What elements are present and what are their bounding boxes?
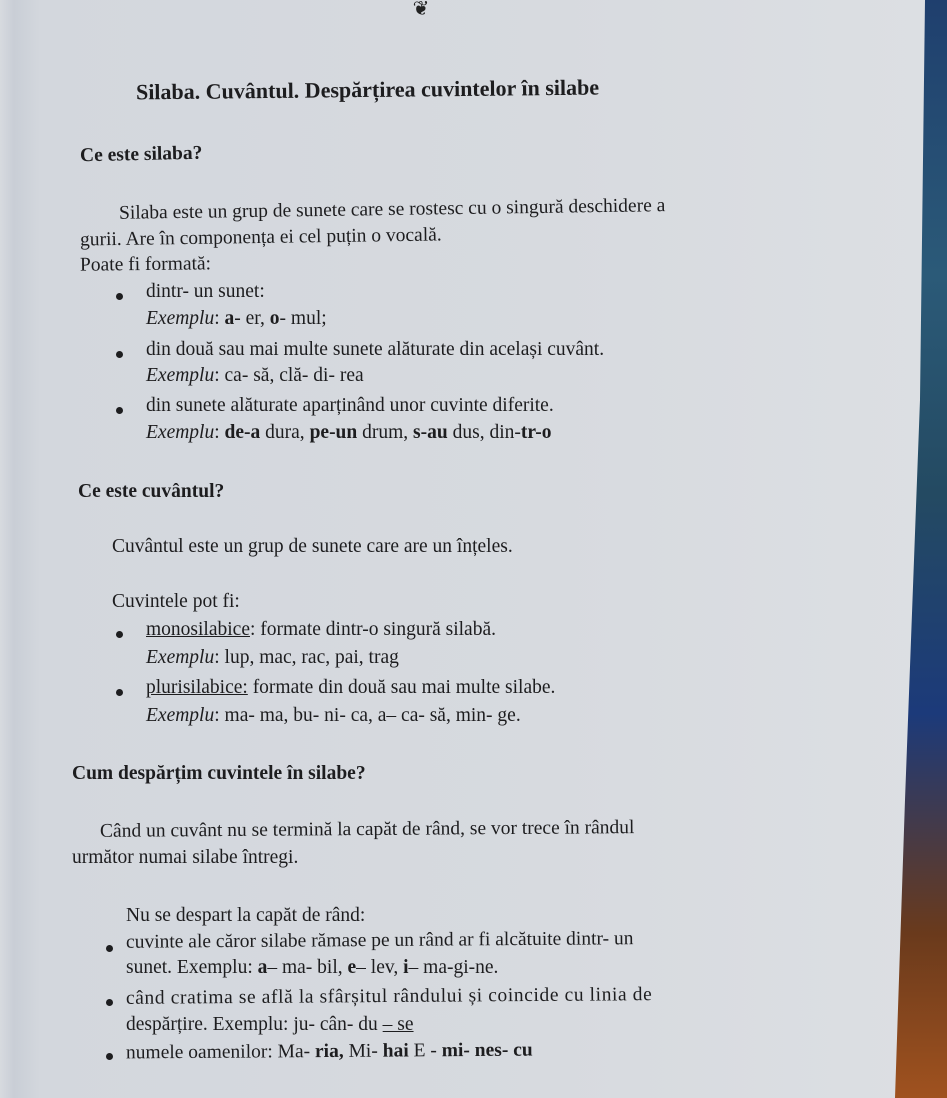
cuvantul-intro: Cuvintele pot fi: <box>112 591 240 612</box>
list-item-example <box>126 956 498 980</box>
example-label: Exemplu <box>146 705 215 726</box>
example-text: - mul; <box>279 308 327 329</box>
ornament-icon: ❦ <box>412 0 430 20</box>
term: plurisilabice: <box>146 677 248 698</box>
example-text: lup, mac, rac, pai, trag <box>224 647 399 668</box>
list-item-text <box>126 1039 533 1066</box>
list-item-text: dintr- un sunet: <box>146 281 265 302</box>
term-description: : formate dintr-o singură silabă. <box>249 619 496 640</box>
example-text: - er, <box>234 308 270 329</box>
bullet-icon <box>116 631 123 638</box>
example-text: E - <box>408 1040 442 1062</box>
list-item-example: Exemplu: lup, mac, rac, pai, trag <box>146 647 399 668</box>
term-description: formate din două sau mai multe silabe. <box>247 677 556 698</box>
example-bold: s-au <box>413 422 448 443</box>
list-item-example: Exemplu: ca- să, clă- di- rea <box>146 365 364 386</box>
example-bold: i <box>403 957 409 978</box>
cuvantul-definition: Cuvântul este un grup de sunete care are un înțeles. <box>112 536 513 557</box>
example-text: dus, din- <box>447 422 521 443</box>
list-item-text <box>146 676 555 700</box>
silaba-definition-line1: Silaba este un grup de sunete care se rostesc cu o singură deschidere a <box>118 195 666 224</box>
bullet-icon <box>106 1053 113 1060</box>
example-text: Mi- <box>343 1040 383 1062</box>
example-label: Exemplu <box>146 365 215 386</box>
despartire-rule-line1: Când un cuvânt nu se termină la capăt de rând, se vor trece în rândul <box>99 817 635 842</box>
example-text: – ma-gi-ne. <box>408 957 499 978</box>
example-prefix: sunet. Exemplu: <box>126 957 258 978</box>
silaba-definition-line2: gurii. Are în componența ei cel puțin o vocală. <box>79 224 442 251</box>
example-label: Exemplu <box>146 308 215 329</box>
example-bold: pe-un <box>309 422 358 443</box>
bullet-icon <box>116 293 123 300</box>
list-item-text: cuvinte ale căror silabe rămase pe un rând ar fi alcătuite dintr- un <box>125 928 634 953</box>
bullet-icon <box>116 689 123 696</box>
example-bold: de-a <box>224 422 261 443</box>
list-item-text: din sunete alăturate aparținând unor cuvinte diferite. <box>146 395 554 416</box>
list-item-text: când cratima se află la sfârșitul rândului și coincide cu linia de <box>125 984 653 1009</box>
example-label: Exemplu <box>146 647 215 668</box>
list-item-text: din două sau mai multe sunete alăturate din același cuvânt. <box>146 339 605 360</box>
bullet-icon <box>116 407 123 414</box>
list-item-example <box>126 1013 414 1037</box>
bullet-icon <box>116 351 123 358</box>
example-bold: mi- nes- cu <box>441 1039 533 1062</box>
example-prefix: numele oamenilor: Ma- <box>125 1041 316 1064</box>
section-heading-despartire: Cum despărțim cuvintele în silabe? <box>72 763 366 784</box>
example-text: – ma- bil, <box>267 957 348 978</box>
example-underlined: – se <box>382 1014 414 1035</box>
example-bold: ria, <box>314 1040 344 1063</box>
example-bold: a <box>224 308 235 329</box>
section-heading-silaba: Ce este silaba? <box>79 142 203 167</box>
despartire-intro: Nu se despart la capăt de rând: <box>126 905 366 926</box>
example-text: ma- ma, bu- ni- ca, a– ca- să, min- ge. <box>224 705 521 726</box>
example-text: ca- să, clă- di- rea <box>224 365 364 386</box>
example-bold: a <box>257 957 268 978</box>
silaba-intro: Poate fi formată: <box>79 253 212 276</box>
example-bold: e <box>347 957 357 978</box>
example-bold: hai <box>382 1040 409 1062</box>
bullet-icon <box>106 999 113 1006</box>
section-heading-cuvantul: Ce este cuvântul? <box>78 481 225 502</box>
example-prefix: despărțire. Exemplu: ju- cân- du <box>126 1014 383 1035</box>
example-text: drum, <box>357 422 414 443</box>
list-item-text <box>146 618 496 642</box>
list-item-example: Exemplu: de-a dura, pe-un drum, s-au dus, din-tr-o <box>146 422 552 443</box>
example-text: dura, <box>260 422 310 443</box>
list-item-example: Exemplu: a- er, o- mul; <box>146 308 327 329</box>
list-item-example: Exemplu: ma- ma, bu- ni- ca, a– ca- să, min- ge. <box>146 705 521 726</box>
example-bold: tr-o <box>520 422 552 443</box>
example-bold: o <box>269 308 280 329</box>
page-title: Silaba. Cuvântul. Despărțirea cuvintelor în silabe <box>135 74 600 105</box>
term: monosilabice <box>146 619 250 640</box>
bullet-icon <box>106 945 113 952</box>
despartire-rule-line2: următor numai silabe întregi. <box>72 847 299 868</box>
example-text: – lev, <box>356 957 404 978</box>
example-label: Exemplu <box>146 422 215 443</box>
